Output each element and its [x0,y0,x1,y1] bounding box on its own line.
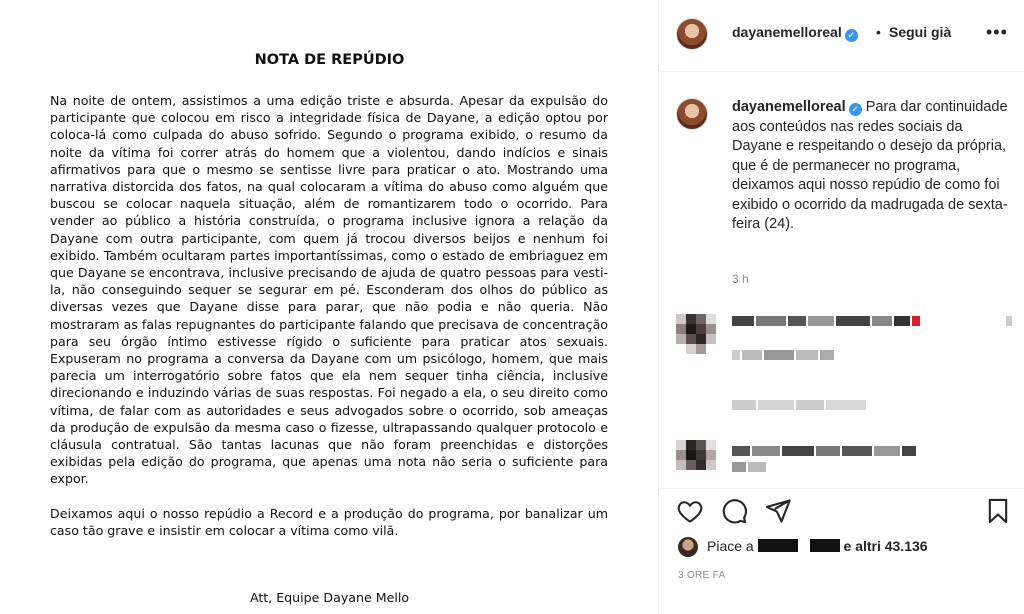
document-paragraph: Deixamos aqui o nosso repúdio a Record e a produção do programa, por banalizar um caso tão grave e insistir em colocar a vítima como vilã. [50,505,608,538]
likes-summary[interactable] [678,536,1008,558]
pixelated-comment-text [732,462,768,472]
caption-body: Para dar continuidade aos conteúdos nas redes sociais da Dayane e respeitando o desejo da própria, que é de permanecer no programa, deixamos aqui nosso repúdio de como foi exibido o ocorrido da madrugada de sexta-feira (24). [732,99,1008,232]
verified-badge-icon: ✓ [845,29,858,42]
heart-icon[interactable] [676,497,704,525]
comment-icon[interactable] [720,497,748,525]
redacted-username[interactable] [810,539,840,552]
author-avatar[interactable] [676,18,708,50]
redacted-username[interactable] [758,539,798,552]
likes-count-text[interactable]: e altri 43.136 [843,538,928,554]
pixelated-avatar[interactable] [676,314,716,354]
pixelated-comment-text [732,316,922,326]
caption-username[interactable]: dayanemelloreal [732,99,846,115]
post-timestamp[interactable]: 3 ORE FA [678,570,726,581]
pixelated-comment-text [732,350,836,360]
verified-badge-icon: ✓ [849,103,862,116]
pixelated-like-icon[interactable] [1006,316,1014,326]
likes-text [707,538,928,554]
bookmark-icon[interactable] [984,497,1012,525]
caption-author-avatar[interactable] [676,98,708,130]
caption-text [732,98,1012,235]
document-title: NOTA DE REPÚDIO [254,52,405,68]
pixelated-avatar[interactable] [676,440,716,480]
liker-avatar[interactable] [678,537,698,557]
document-paragraph: Na noite de ontem, assistimos a uma edição triste e absurda. Apesar da expulsão do participante que colocou em risco a integridade física de Dayane, a edição optou por coloca-lá como culpada do abuso sofrido. Segundo o programa exibido, o resumo da noite da vítima foi correr atrás do homem que a violentou, dando indícios e sinais afirmativos para que o mesmo se sentisse livre para praticar o ato. Mostrando uma narrativa distorcida dos fatos, na qual colocaram a vítima do abuso como alguém que buscou se colocar naquela situação, além de romantizarem todo o ocorrido. Para vender ao público a história construída, o programa inclusive ignora a relação da Dayane com outra participante, com quem já trocou diversos beijos e nenhum foi exibido. Também ocultaram partes importantíssimas, como o estado de embriaguez em que Dayane se encontrava, inclusive precisando de ajuda de quatro pessoas para vesti-la, não conseguindo sequer se segurar em pé. Esconderam dos olhos do público as diversas vezes que Dayane disse para parar, que não podia e não queria. Não mostraram as falas repugnantes do participante falando que precisava de concentração para seu órgão íntimo estivesse rígido o suficiente para praticar atos sexuais. Expuseram no programa a conversa da Dayane com um psicólogo, homem, que mais parecia um interrogatório sobre fatos que ela nem sequer tinha ciência, inclusive direcionando e induzindo várias de suas respostas. Foi negado a ela, o seu direito como vítima, de falar com as autoridades e seus advogados sobre o ocorrido, sob ameaças da produção de expulsão da mesma caso o fizesse, ultrapassando qualquer protocolo e cláusula contratual. São tantas lacunas que não foram preenchidas e distorções exibidas pela edição do programa, que apenas uma nota não seria o suficiente para expor. [50,93,608,487]
document-signature: Att, Equipe Dayane Mello [249,590,410,605]
redacted-username[interactable] [800,539,810,552]
more-options-icon[interactable]: ••• [986,22,1008,42]
post-side-panel [660,0,1024,614]
post-actions-bar [660,488,1024,528]
author-username[interactable] [732,24,858,42]
post-header [660,0,1024,72]
separator-dot: • [876,24,881,40]
pixelated-comment-text [732,446,918,456]
share-icon[interactable] [764,497,792,525]
likes-prefix: Piace a [707,538,754,554]
following-button[interactable]: Segui già [889,24,952,40]
username-text[interactable]: dayanemelloreal [732,24,842,40]
document-body [50,92,608,539]
caption-timestamp[interactable]: 3 h [732,272,749,286]
pixelated-comment-meta [732,400,868,410]
